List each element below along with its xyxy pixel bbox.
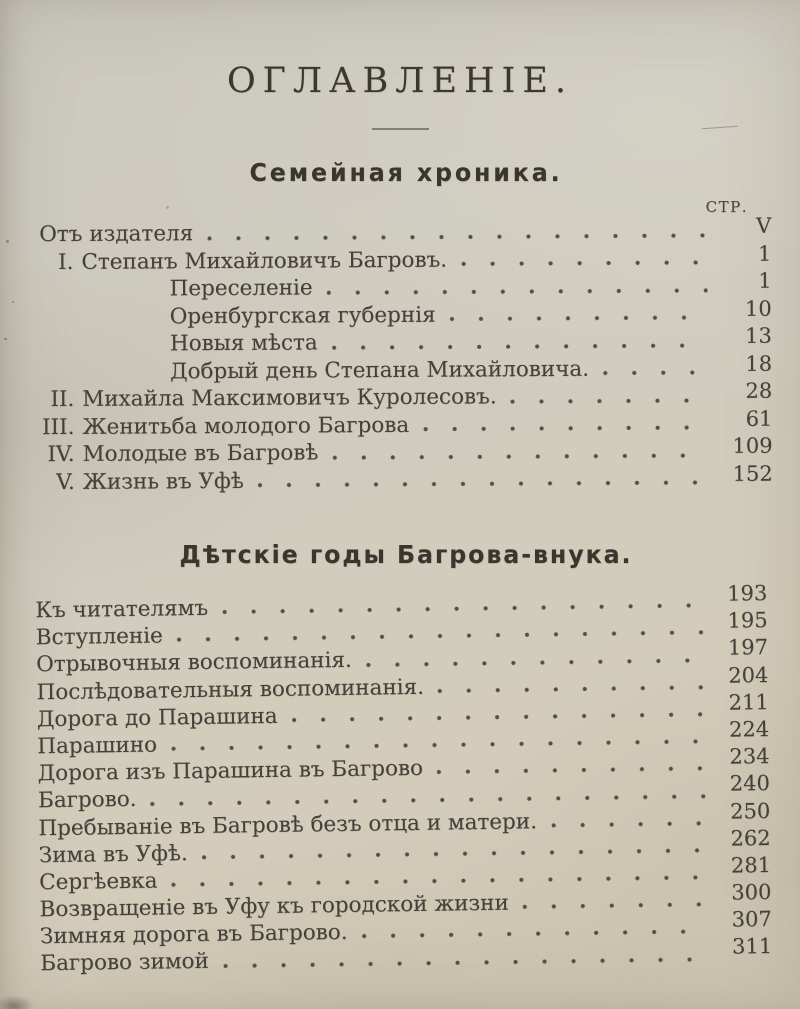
chapter-title: Къ читателямъ: [35, 595, 209, 624]
dot-leader: [421, 410, 708, 439]
section-heading: Дѣтскіе годы Багрова-внука.: [179, 540, 633, 569]
chapter-title: Пребываніе въ Багровѣ безъ отца и матери.: [38, 808, 538, 841]
paper-smudge: [0, 995, 34, 1009]
dot-leader: [601, 355, 708, 383]
chapter-title: Новыя мѣста: [169, 330, 318, 357]
chapter-numeral: III.: [42, 414, 75, 440]
chapter-title: Степанъ Михайловичъ Багровъ.: [81, 247, 448, 275]
toc-row: [41, 433, 773, 469]
page-number: 262: [730, 825, 771, 851]
page-number: 281: [730, 852, 772, 878]
dot-leader: [549, 805, 707, 834]
chapter-title: Сергѣевка: [39, 868, 158, 896]
chapter-title: Дорога до Парашина: [36, 703, 278, 732]
dot-leader: [435, 751, 706, 782]
page-number: 234: [729, 744, 770, 769]
toc-title: ОГЛАВЛЕНІЕ.: [226, 61, 574, 101]
dot-leader: [330, 437, 708, 467]
divider-rule: [372, 128, 429, 130]
paper-speck: [166, 206, 169, 209]
paper-speck: [6, 240, 9, 243]
chapter-title: Дорога изъ Парашина въ Багрово: [37, 755, 424, 787]
toc-row: [40, 406, 773, 441]
page-number: 250: [730, 798, 771, 824]
chapter-numeral: IV.: [47, 441, 75, 468]
page-number: 1: [757, 241, 772, 266]
section-heading: Семейная хроника.: [249, 158, 563, 187]
chapter-numeral: V.: [56, 469, 75, 495]
dot-leader: [509, 382, 709, 411]
dot-leader: [256, 465, 709, 495]
dot-leader: [205, 217, 707, 248]
chapter-title: Жизнь въ Уфѣ: [82, 468, 244, 495]
dot-leader: [330, 327, 708, 357]
chapter-numeral: I.: [58, 249, 74, 275]
dot-leader: [448, 300, 708, 329]
page-number: 224: [728, 716, 770, 742]
chapter-title: Михайла Максимовичъ Куролесовъ.: [82, 384, 497, 412]
toc-section-family-chronicle: [0, 156, 800, 496]
chapter-title: Парашино: [37, 732, 158, 760]
page-number: 197: [727, 635, 769, 660]
paper-scratch: [702, 126, 738, 130]
page-number: V: [755, 213, 772, 238]
chapter-title: Зимняя дорога въ Багрово.: [39, 920, 348, 950]
page-number: 10: [744, 296, 772, 321]
page-number: 28: [745, 378, 773, 403]
chapter-title: Переселеніе: [169, 275, 313, 302]
toc-rows: [35, 581, 773, 978]
dot-leader: [436, 669, 705, 700]
toc-row: [40, 296, 772, 331]
chapter-title: Багрово.: [37, 787, 137, 814]
chapter-title: Оренбургская губернія: [169, 302, 436, 329]
chapter-numeral: II.: [50, 386, 75, 413]
toc-rows: [39, 213, 773, 496]
toc-row: [40, 351, 773, 386]
dot-leader: [325, 272, 708, 302]
page-number: 109: [732, 433, 773, 458]
page-number: 311: [731, 934, 773, 959]
page-number: 195: [727, 608, 768, 633]
toc-row: [40, 323, 772, 359]
page-number: 1: [758, 268, 772, 293]
toc-row: [39, 241, 772, 276]
dot-leader: [521, 887, 708, 917]
page-number: 211: [728, 689, 769, 715]
chapter-title: Зима въ Уфѣ.: [38, 840, 188, 868]
page-number: 300: [731, 880, 772, 905]
chapter-title: Послѣдовательныя воспоминанія.: [36, 674, 425, 705]
toc-section-childhood-years: [0, 538, 800, 978]
toc-row: [41, 461, 773, 496]
toc-row: [39, 268, 772, 304]
page-number: 18: [745, 351, 773, 376]
page-column-header: СТР.: [705, 198, 748, 216]
toc-row: [40, 378, 773, 414]
page-number: 61: [745, 406, 773, 431]
page-number: 193: [726, 581, 768, 606]
page-number: 204: [728, 662, 769, 688]
chapter-title: Добрый день Степана Михайловича.: [170, 356, 590, 384]
chapter-title: Молодые въ Багровѣ: [82, 440, 319, 467]
page-number: 13: [745, 323, 772, 348]
chapter-title: Отрывочныя воспоминанія.: [35, 648, 352, 678]
chapter-title: Отъ издателя: [39, 221, 194, 248]
chapter-title: Возвращеніе въ Уфу къ городской жизни: [39, 890, 510, 923]
page-number: 240: [729, 771, 771, 796]
chapter-title: Женитьба молодого Багрова: [82, 412, 410, 440]
dot-leader: [221, 941, 709, 975]
page-number: 307: [731, 907, 772, 932]
chapter-title: Вступленіе: [35, 623, 163, 651]
page-number: 152: [732, 461, 773, 486]
dot-leader: [459, 245, 708, 274]
chapter-title: Багрово зимой: [40, 949, 210, 977]
paper-speck: [4, 338, 7, 340]
paper-speck: [12, 301, 14, 303]
